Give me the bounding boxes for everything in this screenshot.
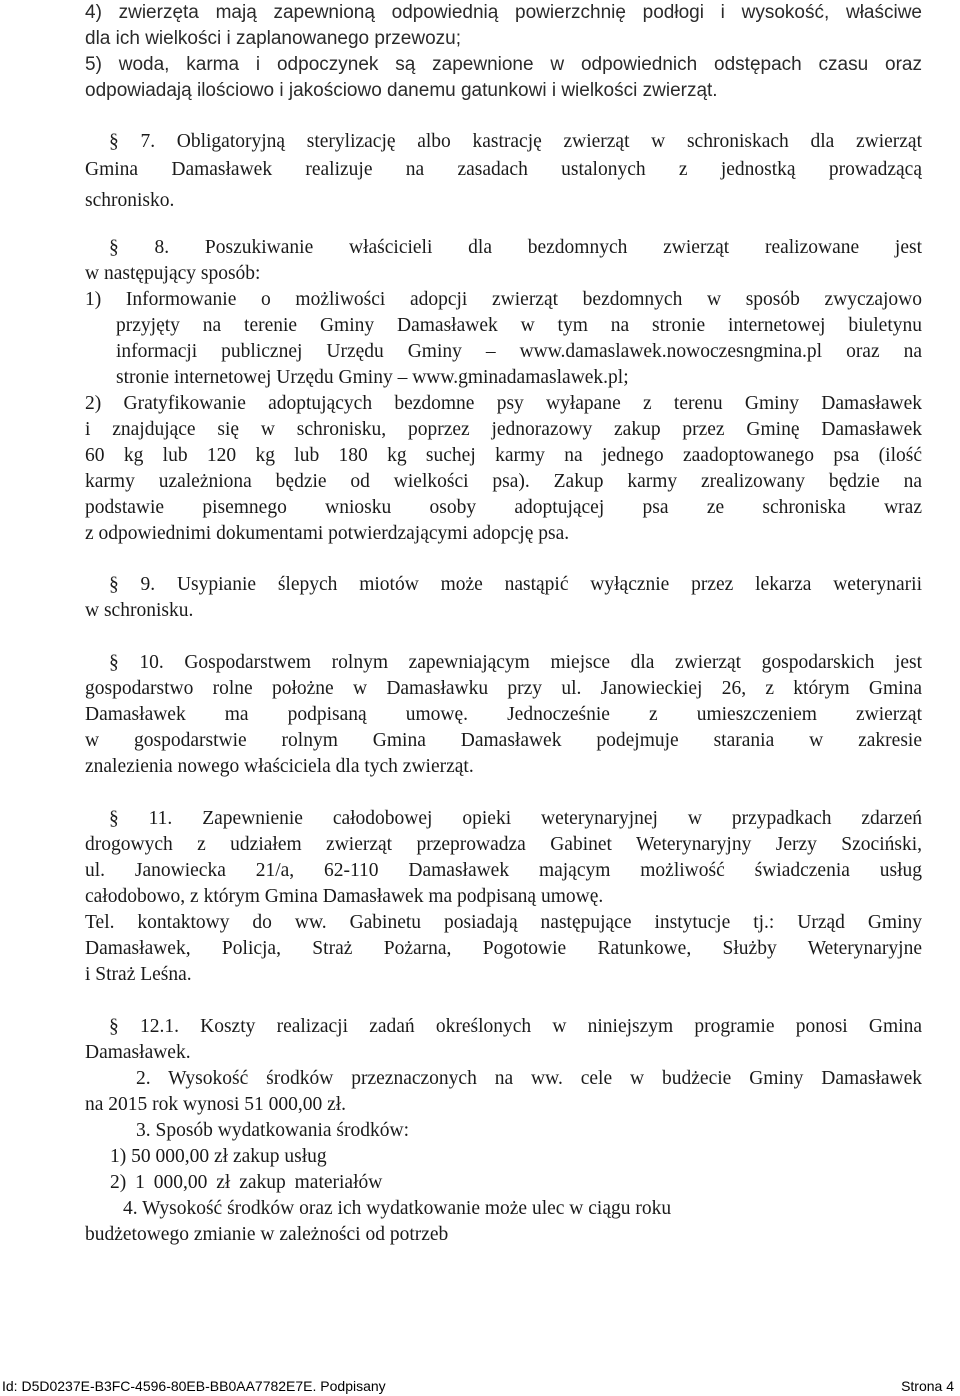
text-line: stronie internetowej Urzędu Gminy – www.gminadamaslawek.pl; [116,367,629,388]
section-11-heading-line: § 11. Zapewnienie całodobowej opieki weterynaryjnej w przypadkach zdarzeń [109,808,922,829]
list-item-line: 1) Informowanie o możliwości adopcji zwierząt bezdomnych w sposób zwyczajowo [85,289,922,310]
text-line: drogowych z udziałem zwierząt przeprowadza Gabinet Weterynaryjny Jerzy Szociński, [85,834,922,855]
text-line: Gmina Damasławek realizuje na zasadach ustalonych z jednostką prowadzącą [85,159,922,180]
text-line: informacji publicznej Urzędu Gminy – www.damaslawek.nowoczesngmina.pl oraz na [116,341,922,362]
section-10-heading-line: § 10. Gospodarstwem rolnym zapewniającym miejsce dla zwierząt gospodarskich jest [109,652,922,673]
text-line: w gospodarstwie rolnym Gmina Damasławek podejmuje starania w zakresie [85,730,922,751]
text-line: karmy uzależniona będzie od wielkości psa). Zakup karmy zrealizowany będzie na [85,471,922,492]
text-line: przyjęty na terenie Gminy Damasławek w tym na stronie internetowej biuletynu [116,315,922,336]
text-line: ul. Janowiecka 21/a, 62-110 Damasławek mającym możliwość świadczenia usług [85,860,922,881]
text-line: z odpowiednimi dokumentami potwierdzającymi adopcję psa. [85,523,570,544]
text-line: na 2015 rok wynosi 51 000,00 zł. [85,1094,347,1115]
text-line: 4. Wysokość środków oraz ich wydatkowanie może ulec w ciągu roku [123,1198,672,1219]
text-line: 5) woda, karma i odpoczynek są zapewnione w odpowiednich odstępach czasu oraz [85,54,922,75]
text-line: i znajdujące się w schronisku, poprzez jednorazowy zakup przez Gminę Damasławek [85,419,922,440]
text-line: schronisko. [85,190,175,211]
text-line: Damasławek, Policja, Straż Pożarna, Pogotowie Ratunkowe, Służby Weterynaryjne [85,938,922,959]
page-number: Strona 4 [901,1378,954,1394]
section-9-heading-line: § 9. Usypianie ślepych miotów może nastąpić wyłącznie przez lekarza weterynarii [109,574,922,595]
text-line: i Straż Leśna. [85,964,192,985]
text-line: w następujący sposób: [85,263,261,284]
text-line: Tel. kontaktowy do ww. Gabinetu posiadają następujące instytucje tj.: Urząd Gminy [85,912,922,933]
text-line: Damasławek ma podpisaną umowę. Jednocześnie z umieszczeniem zwierząt [85,704,922,725]
list-item-line: 1) 50 000,00 zł zakup usług [110,1146,327,1167]
section-8-heading-line: § 8. Poszukiwanie właścicieli dla bezdomnych zwierząt realizowane jest [109,237,922,258]
page-footer [0,1378,960,1396]
text-line: odpowiadają ilościowo i jakościowo danemu gatunkowi i wielkości zwierząt. [85,80,718,101]
document-id: Id: D5D0237E-B3FC-4596-80EB-BB0AA7782E7E. Podpisany [2,1378,386,1394]
text-line: podstawie pisemnego wniosku osoby adoptującej psa ze schroniska wraz [85,497,922,518]
text-line: w schronisku. [85,600,194,621]
text-line: znalezienia nowego właściciela dla tych zwierząt. [85,756,474,777]
text-line: całodobowo, z którym Gmina Damasławek ma podpisaną umowę. [85,886,604,907]
text-line: 2. Wysokość środków przeznaczonych na ww. cele w budżecie Gminy Damasławek [136,1068,922,1089]
list-item-line: 2) Gratyfikowanie adoptujących bezdomne psy wyłapane z terenu Gminy Damasławek [85,393,922,414]
section-12-heading-line: § 12.1. Koszty realizacji zadań określonych w niniejszym programie ponosi Gmina [109,1016,922,1037]
text-line: dla ich wielkości i zaplanowanego przewozu; [85,28,461,49]
text-line: 4) zwierzęta mają zapewnioną odpowiednią powierzchnię podłogi i wysokość, właściwe [85,2,922,23]
section-7-heading-line: § 7. Obligatoryjną sterylizację albo kastrację zwierząt w schroniskach dla zwierząt [109,131,922,152]
text-line: 60 kg lub 120 kg lub 180 kg suchej karmy na jednego zaadoptowanego psa (ilość [85,445,922,466]
text-line: 3. Sposób wydatkowania środków: [136,1120,409,1141]
text-line: Damasławek. [85,1042,191,1063]
text-line: budżetowego zmianie w zależności od potrzeb [85,1224,449,1245]
list-item-line: 2) 1 000,00 zł zakup materiałów [110,1172,383,1193]
text-line: gospodarstwo rolne położne w Damasławku przy ul. Janowieckiej 26, z którym Gmina [85,678,922,699]
